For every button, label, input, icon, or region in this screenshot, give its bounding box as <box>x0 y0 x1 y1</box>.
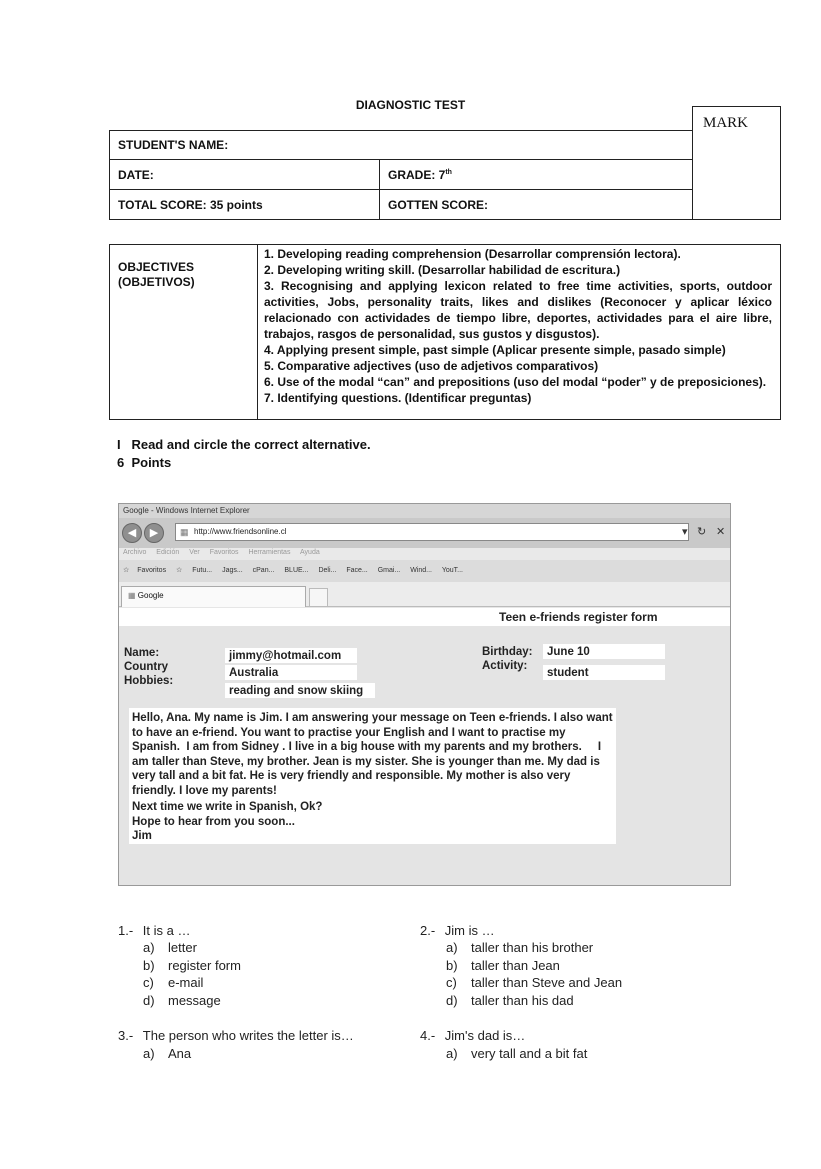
message-textarea[interactable] <box>129 708 616 844</box>
objectives-table <box>109 244 781 420</box>
back-arrow-icon[interactable]: ◀ <box>122 523 142 543</box>
option-letter: a) <box>143 1046 155 1061</box>
option-letter: b) <box>446 958 458 973</box>
section-points: 6 Points <box>117 455 172 470</box>
document-title: DIAGNOSTIC TEST <box>355 98 466 112</box>
birthday-field[interactable]: June 10 <box>543 644 665 659</box>
menu-bar <box>119 548 731 560</box>
question-2 <box>420 923 495 938</box>
grade-label: GRADE: 7 <box>388 167 446 182</box>
question-3 <box>118 1028 354 1043</box>
objective-item: 4. Applying present simple, past simple (Aplicar presente simple, pasado simple) <box>264 343 726 357</box>
navigation-bar <box>119 518 731 548</box>
student-info-table <box>109 130 693 220</box>
question-text: Jim is … <box>444 923 495 938</box>
address-text: http://www.friendsonline.cl <box>194 527 287 536</box>
email-field[interactable]: jimmy@hotmail.com <box>225 648 357 663</box>
tab-bar <box>119 582 731 607</box>
option-text: message <box>168 993 221 1008</box>
objectives-label-cell <box>110 245 258 420</box>
option-letter: a) <box>446 1046 458 1061</box>
menu-item[interactable]: Herramientas <box>248 549 291 556</box>
question-3-option-a[interactable] <box>143 1046 192 1061</box>
favorite-link[interactable]: Jags... <box>222 567 243 574</box>
option-text: letter <box>168 940 197 955</box>
option-letter: a) <box>446 940 458 955</box>
grade-cell <box>380 160 693 190</box>
option-letter: c) <box>446 975 457 990</box>
total-score-cell: TOTAL SCORE: 35 points <box>110 190 380 220</box>
option-text: register form <box>168 958 241 973</box>
favorites-link[interactable]: Favoritos <box>137 567 167 574</box>
objectives-label-en: OBJECTIVES <box>118 260 195 274</box>
date-cell: DATE: <box>110 160 380 190</box>
question-number: 2.- <box>420 923 436 938</box>
option-letter: a) <box>143 940 155 955</box>
section-title: I Read and circle the correct alternative. <box>117 437 371 452</box>
question-4 <box>420 1028 525 1043</box>
menu-item[interactable]: Ayuda <box>300 549 320 556</box>
add-favorite-icon[interactable]: ☆ <box>176 567 183 574</box>
option-letter: d) <box>143 993 155 1008</box>
tab-label: Google <box>137 591 164 600</box>
question-2-option-c[interactable] <box>446 975 623 990</box>
option-text: taller than his brother <box>471 940 594 955</box>
question-1-option-a[interactable] <box>143 940 197 955</box>
objective-item: 3. Recognising and applying lexicon related to free time activities, sports, outdoor activities, Jobs, personality traits, likes and dislikes (Reconocer y aplicar léxico relacionado con actividades de tiempo libre, deportes, actividades para el aire libre, trabajos, rasgos de personalidad, sus gustos y disgustos). <box>264 279 772 341</box>
page-content <box>119 608 731 886</box>
activity-label: Activity: <box>482 660 528 672</box>
mark-box <box>692 106 781 220</box>
form-title: Teen e-friends register form <box>499 610 658 624</box>
menu-item[interactable]: Ver <box>189 549 200 556</box>
option-text: e-mail <box>168 975 204 990</box>
message-line: Hope to hear from you soon... <box>132 815 295 828</box>
message-signature: Jim <box>132 830 152 842</box>
option-letter: d) <box>446 993 458 1008</box>
objective-item: 2. Developing writing skill. (Desarrollar habilidad de escritura.) <box>264 263 621 277</box>
star-icon[interactable]: ☆ <box>123 567 130 574</box>
student-name-cell: STUDENT'S NAME: <box>110 131 693 160</box>
browser-screenshot <box>118 503 731 886</box>
question-2-option-a[interactable] <box>446 940 594 955</box>
question-number: 3.- <box>118 1028 134 1043</box>
favorite-link[interactable]: Wind... <box>410 567 432 574</box>
favorite-link[interactable]: BLUE... <box>284 567 309 574</box>
refresh-icon[interactable]: ↻ <box>697 526 707 538</box>
page-icon: ▦ <box>180 527 189 537</box>
question-1-option-c[interactable] <box>143 975 204 990</box>
objectives-list-cell <box>258 245 781 420</box>
grade-superscript: th <box>445 168 452 176</box>
favorite-link[interactable]: Face... <box>346 567 368 574</box>
message-line: Next time we write in Spanish, Ok? <box>132 801 323 813</box>
question-text: It is a … <box>142 923 191 938</box>
question-text: The person who writes the letter is… <box>142 1028 354 1043</box>
question-2-option-d[interactable] <box>446 993 574 1008</box>
question-2-option-b[interactable] <box>446 958 560 973</box>
form-title-bar <box>119 608 731 626</box>
forward-arrow-icon[interactable]: ▶ <box>144 523 164 543</box>
favorite-link[interactable]: YouT... <box>441 567 463 574</box>
option-text: taller than his dad <box>471 993 574 1008</box>
dropdown-arrow-icon[interactable]: ▾ <box>682 526 688 538</box>
question-number: 1.- <box>118 923 134 938</box>
objective-item: 6. Use of the modal “can” and prepositions (uso del modal “poder” y de preposiciones). <box>264 375 767 389</box>
activity-field[interactable]: student <box>543 665 665 680</box>
objective-item: 7. Identifying questions. (Identificar preguntas) <box>264 391 532 405</box>
birthday-label: Birthday: <box>482 646 533 658</box>
objective-item: 1. Developing reading comprehension (Desarrollar comprensión lectora). <box>264 247 681 261</box>
question-1-option-d[interactable] <box>143 993 221 1008</box>
question-number: 4.- <box>420 1028 436 1043</box>
favorites-bar <box>119 560 731 582</box>
mark-label: MARK <box>703 115 749 131</box>
favorite-link[interactable]: Futu... <box>192 567 213 574</box>
option-letter: b) <box>143 958 155 973</box>
hobbies-field[interactable]: reading and snow skiing <box>225 683 375 698</box>
gotten-score-cell: GOTTEN SCORE: <box>380 190 693 220</box>
question-1-option-b[interactable] <box>143 958 241 973</box>
option-text: taller than Steve and Jean <box>471 975 623 990</box>
option-text: taller than Jean <box>471 958 560 973</box>
objective-item: 5. Comparative adjectives (uso de adjetivos comparativos) <box>264 359 599 373</box>
question-1 <box>118 923 190 938</box>
option-letter: c) <box>143 975 154 990</box>
message-body: Hello, Ana. My name is Jim. I am answering your message on Teen e-friends. I also want to have an e-friend. You want to practise your English and I want to practise my Spanish. I am from Sidney . I live in a big house with my parents and my brothers. I am taller than Steve, my brother. Jean is my sister. She is younger than me. My dad is very tall and a bit fat. He is very friendly and responsible. My mother is also very friendly. I love my parents! <box>132 712 616 797</box>
page-icon: ▦ <box>128 591 138 600</box>
option-text: very tall and a bit fat <box>471 1046 588 1061</box>
menu-item[interactable]: Archivo <box>123 549 147 556</box>
favorite-link[interactable]: Gmai... <box>377 567 401 574</box>
country-label: Country <box>124 661 169 673</box>
tab-google[interactable] <box>121 586 306 607</box>
close-icon[interactable]: ✕ <box>716 526 726 538</box>
new-tab-button[interactable] <box>309 588 328 607</box>
name-label: Name: <box>124 647 160 659</box>
favorite-link[interactable]: cPan... <box>252 567 275 574</box>
menu-item[interactable]: Edición <box>156 549 180 556</box>
address-bar[interactable] <box>175 523 689 541</box>
question-4-option-a[interactable] <box>446 1046 588 1061</box>
objectives-label-es: (OBJETIVOS) <box>118 275 195 289</box>
hobbies-label: Hobbies: <box>124 675 174 687</box>
menu-item[interactable]: Favoritos <box>209 549 239 556</box>
option-text: Ana <box>168 1046 192 1061</box>
country-field[interactable]: Australia <box>225 665 357 680</box>
favorite-link[interactable]: Deli... <box>318 567 337 574</box>
question-text: Jim's dad is… <box>444 1028 526 1043</box>
window-title: Google - Windows Internet Explorer <box>119 504 731 518</box>
